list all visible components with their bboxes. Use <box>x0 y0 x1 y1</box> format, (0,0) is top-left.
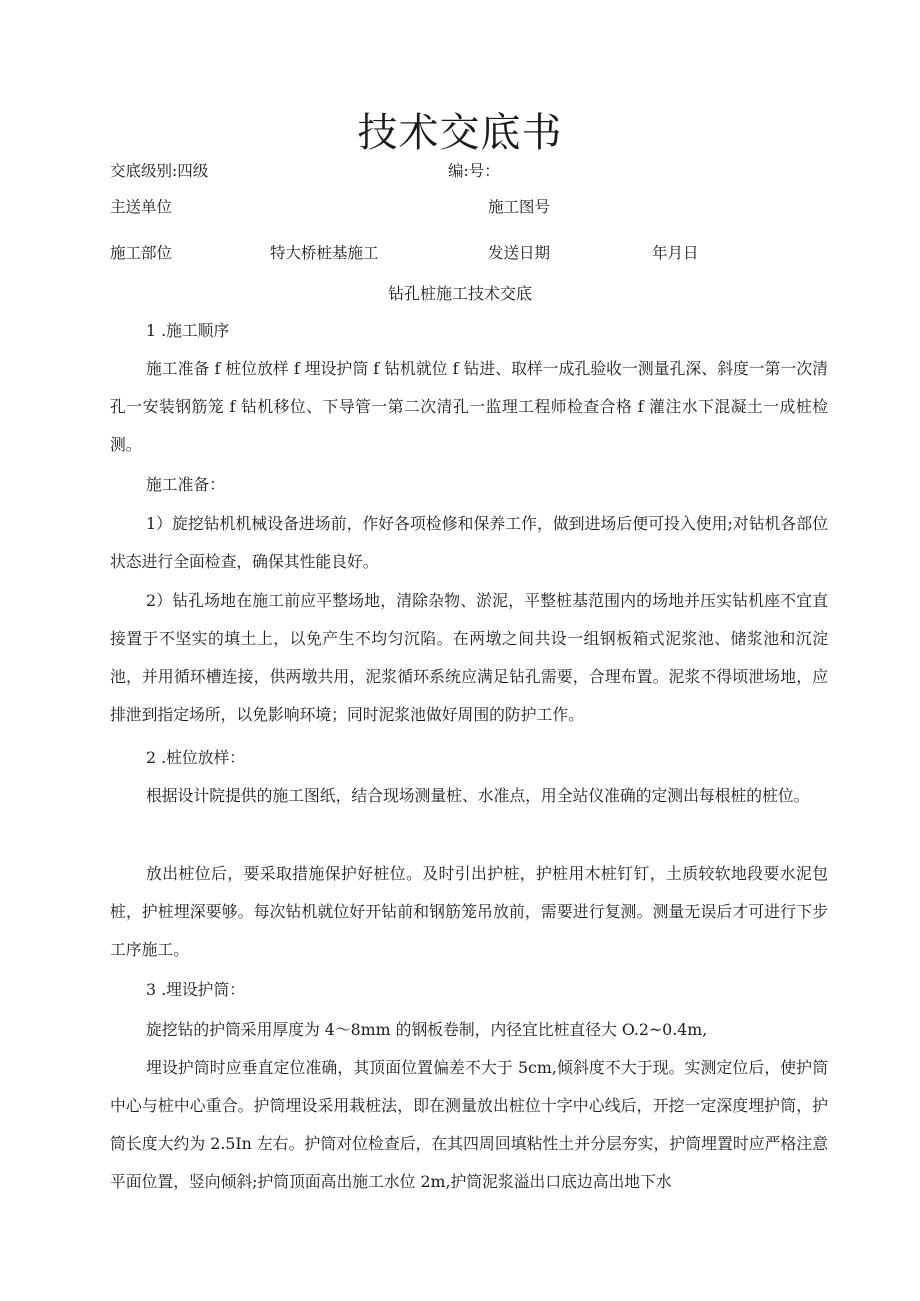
location-label: 施工部位 <box>110 244 173 262</box>
send-date-label: 发送日期 <box>488 244 551 262</box>
section-heading-3: 3 .埋设护筒： <box>146 980 246 999</box>
body-paragraph: 根据设计院提供的施工图纸，结合现场测量桩、水准点，用全站仪准确的定测出每根桩的桩位。 <box>146 786 810 805</box>
body-paragraph: 施工准备 f 桩位放样 f 埋设护筒 f 钻机就位 f 钻进、取样一成孔验收一测量孔深、斜度一第一次清孔一安装钢筋笼 f 钻机移位、下导管一第二次清孔一监理工程师检查合格 f 灌注水下混凝土一成桩检测。 <box>110 359 828 454</box>
sender-label: 主送单位 <box>110 198 173 216</box>
number-label: 编:号： <box>448 162 500 180</box>
drawing-number-label: 施工图号 <box>488 198 551 216</box>
document-title: 技术交底书 <box>357 110 563 156</box>
location-value: 特大桥桩基施工 <box>270 244 379 262</box>
date-value: 年月日 <box>652 244 699 262</box>
body-paragraph: 施工准备： <box>146 475 225 494</box>
body-paragraph: 1）旋挖钻机机械设备进场前，作好各项检修和保养工作，做到进场后便可投入使用;对钻机各部位状态进行全面检查，确保其性能良好。 <box>110 514 828 571</box>
document-subtitle: 钻孔桩施工技术交底 <box>387 284 532 303</box>
level-label: 交底级别:四级 <box>110 162 209 180</box>
body-paragraph: 埋设护筒时应垂直定位准确，其顶面位置偏差不大于 5cm,倾斜度不大于现。实测定位后，使护筒中心与桩中心重合。护筒埋设采用栽桩法，即在测量放出桩位十字中心线后，开挖一定深度埋护筒，护筒长度大约为 2.5In 左右。护筒对位检查后，在其四周回填粘性土并分层夯实，护筒埋置时应严格注意平面位置，竖向倾斜;护筒顶面高出施工水位 2m,护筒泥浆溢出口底边高出地下水 <box>110 1058 828 1191</box>
body-paragraph: 2）钻孔场地在施工前应平整场地，清除杂物、淤泥，平整桩基范围内的场地并压实钻机座不宜直接置于不坚实的填土上，以免产生不均匀沉陷。在两墩之间共设一组钢板箱式泥浆池、储浆池和沉淀池，并用循环槽连接，供两墩共用，泥浆循环系统应满足钻孔需要，合理布置。泥浆不得顷泄场地，应排泄到指定场所，以免影响环境；同时泥浆池做好周围的防护工作。 <box>110 591 828 724</box>
body-paragraph: 放出桩位后，要采取措施保护好桩位。及时引出护桩，护桩用木桩钉钉，土质较软地段要水泥包桩，护桩埋深要够。每次钻机就位好开钻前和钢筋笼吊放前，需要进行复测。测量无误后才可进行下步工序施工。 <box>110 864 828 959</box>
section-heading-1: 1 .施工顺序 <box>146 321 230 340</box>
section-heading-2: 2 .桩位放样： <box>146 748 246 767</box>
body-paragraph: 旋挖钻的护筒采用厚度为 4～8mm 的钢板卷制，内径宜比桩直径大 O.2~0.4m, <box>146 1020 708 1039</box>
